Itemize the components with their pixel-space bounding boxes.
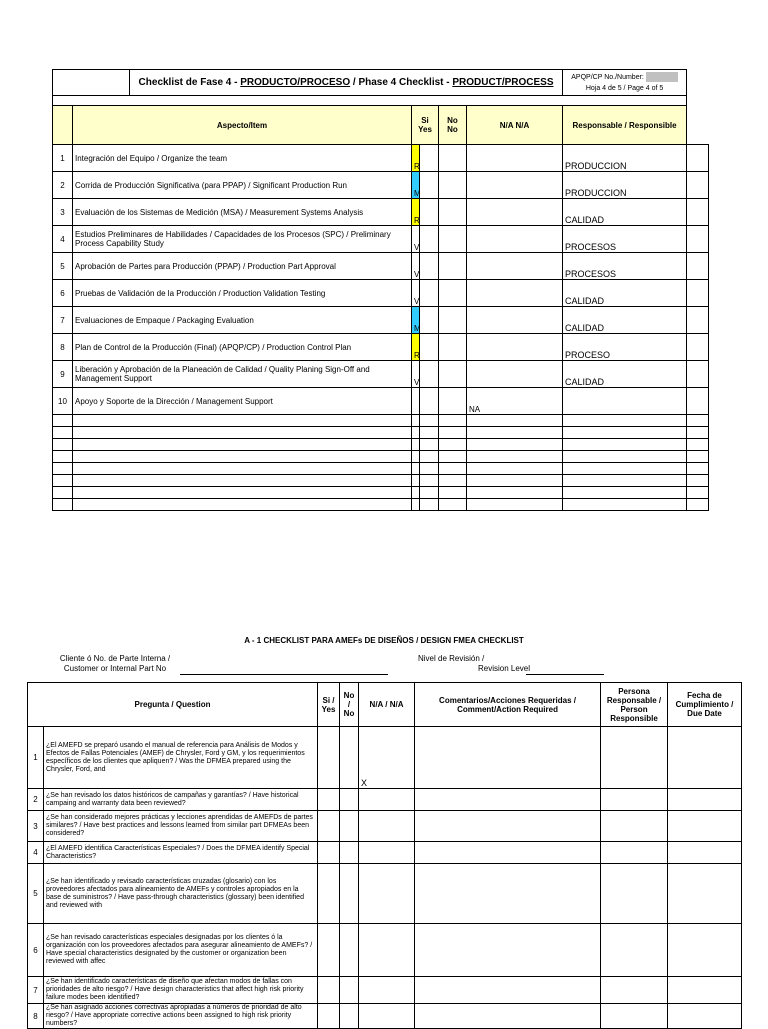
customer-part-label: Cliente ó No. de Parte Interna / Customer or Internal Part No [59, 654, 171, 673]
empty-row [53, 427, 709, 439]
row-na[interactable] [467, 280, 563, 307]
row-responsible[interactable]: CALIDAD [563, 199, 687, 226]
row-no[interactable] [439, 172, 467, 199]
row-responsible[interactable]: PRODUCCION [563, 172, 687, 199]
answer-na[interactable] [359, 977, 415, 1004]
checklist-row [53, 280, 709, 307]
row-number: 3 [53, 199, 73, 226]
answer-no[interactable] [340, 727, 359, 789]
row-no[interactable] [439, 226, 467, 253]
question-number: 7 [28, 977, 44, 1004]
spacer-row [53, 96, 687, 106]
answer-na[interactable]: X [359, 727, 415, 789]
row-yes[interactable]: R [412, 334, 420, 361]
row-yes[interactable] [412, 388, 420, 415]
revision-level-field[interactable] [526, 674, 604, 675]
due-date-cell[interactable] [668, 842, 742, 864]
person-cell[interactable] [601, 1004, 668, 1029]
row-item: Liberación y Aprobación de la Planeación de Calidad / Quality Planing Sign-Off and Management Support [73, 361, 412, 388]
comment-cell[interactable] [415, 864, 601, 924]
question-text: ¿Se han identificado y revisado características cruzadas (glosario) con los proveedores afectados para alineamiento de AMEFs y controles apropiados en la base de suministros? / Have pass-through characteristics (glossary) been identified and reviewed with [44, 864, 318, 924]
row-no[interactable] [439, 307, 467, 334]
comment-cell[interactable] [415, 977, 601, 1004]
row-responsible[interactable]: PRODUCCION [563, 145, 687, 172]
row-yes[interactable]: R [412, 199, 420, 226]
person-cell[interactable] [601, 727, 668, 789]
comment-cell[interactable] [415, 1004, 601, 1029]
comment-cell[interactable] [415, 727, 601, 789]
col-no-header: No No [439, 106, 467, 145]
row-notes[interactable] [687, 280, 709, 307]
row-spacer [420, 361, 439, 388]
col-resp-header: Responsable / Responsible [563, 106, 687, 145]
empty-row [53, 439, 709, 451]
question-row [28, 842, 742, 864]
due-date-cell[interactable] [668, 1004, 742, 1029]
person-cell[interactable] [601, 811, 668, 842]
row-spacer [420, 145, 439, 172]
empty-row [53, 451, 709, 463]
person-cell[interactable] [601, 842, 668, 864]
checklist-row [53, 388, 709, 415]
question-text: ¿Se han asignado acciones correctivas apropiadas a números de prioridad de alto riesgo? / Have appropriate corrective actions been assigned to high risk priority numbers? [44, 1004, 318, 1029]
question-row [28, 1004, 742, 1029]
comment-cell[interactable] [415, 842, 601, 864]
checklist-row [53, 307, 709, 334]
due-date-cell[interactable] [668, 727, 742, 789]
question-row [28, 727, 742, 789]
row-notes[interactable] [687, 388, 709, 415]
col-yes-header-2: Si / Yes [318, 683, 340, 727]
row-number: 4 [53, 226, 73, 253]
row-item: Pruebas de Validación de la Producción / Production Validation Testing [73, 280, 412, 307]
answer-na[interactable] [359, 1004, 415, 1029]
due-date-cell[interactable] [668, 977, 742, 1004]
question-text: ¿Se han considerado mejores prácticas y lecciones aprendidas de AMEFDs de partes similares? / Have best practices and lessons learned from similar part DFMEAs been considered? [44, 811, 318, 842]
row-no[interactable] [439, 145, 467, 172]
row-na[interactable] [467, 199, 563, 226]
dfmea-checklist-table [27, 682, 742, 1029]
row-no[interactable] [439, 253, 467, 280]
row-na[interactable] [467, 226, 563, 253]
answer-no[interactable] [340, 811, 359, 842]
col-comments-header: Comentarios/Acciones Requeridas / Comment/Action Required [415, 683, 601, 727]
row-item: Plan de Control de la Producción (Final) (APQP/CP) / Production Control Plan [73, 334, 412, 361]
phase4-checklist-table [52, 69, 709, 511]
row-responsible[interactable]: PROCESOS [563, 253, 687, 280]
comment-cell[interactable] [415, 811, 601, 842]
row-number: 6 [53, 280, 73, 307]
row-na[interactable] [467, 253, 563, 280]
header-blank [53, 70, 130, 96]
row-yes[interactable]: M [412, 307, 420, 334]
answer-na[interactable] [359, 864, 415, 924]
row-yes[interactable]: V [412, 280, 420, 307]
answer-na[interactable] [359, 811, 415, 842]
row-item: Estudios Preliminares de Habilidades / Capacidades de los Procesos (SPC) / Preliminary Process Capability Study [73, 226, 412, 253]
checklist-row [53, 199, 709, 226]
row-notes[interactable] [687, 307, 709, 334]
question-text: ¿Se han revisado los datos históricos de campañas y garantías? / Have historical campaing and warranty data been reviewed? [44, 789, 318, 811]
row-item: Integración del Equipo / Organize the team [73, 145, 412, 172]
answer-na[interactable] [359, 842, 415, 864]
row-responsible[interactable]: PROCESO [563, 334, 687, 361]
row-notes[interactable] [687, 334, 709, 361]
row-spacer [420, 172, 439, 199]
col-num-header [53, 106, 73, 145]
due-date-cell[interactable] [668, 811, 742, 842]
question-text: ¿El AMEFD se preparó usando el manual de referencia para Análisis de Modos y Efectos de Fallas Potenciales (AMEF) de Chrysler, Ford y GM, y los requerimientos específicos de los clientes que apliquen? / Was the DFMEA prepared using the Chrysler, Ford, and [44, 727, 318, 789]
answer-yes[interactable] [318, 789, 340, 811]
question-row [28, 864, 742, 924]
question-number: 5 [28, 864, 44, 924]
row-yes[interactable]: V [412, 253, 420, 280]
question-row [28, 977, 742, 1004]
empty-row [53, 499, 709, 511]
checklist-row [53, 361, 709, 388]
question-row [28, 924, 742, 977]
checklist-row [53, 226, 709, 253]
answer-yes[interactable] [318, 864, 340, 924]
question-row [28, 811, 742, 842]
row-na[interactable] [467, 145, 563, 172]
answer-yes[interactable] [318, 811, 340, 842]
question-text: ¿Se han revisado características especiales designadas por los clientes ó la organización con los proveedores afectados para asegurar alineamiento de AMEFs? / Have special characteristics designated by the customer or organization been reviewed with affec [44, 924, 318, 977]
person-cell[interactable] [601, 789, 668, 811]
row-notes[interactable] [687, 145, 709, 172]
empty-row [53, 487, 709, 499]
row-number: 7 [53, 307, 73, 334]
row-item: Evaluaciones de Empaque / Packaging Evaluation [73, 307, 412, 334]
row-number: 1 [53, 145, 73, 172]
col-question-header: Pregunta / Question [28, 683, 318, 727]
dfmea-title: A - 1 CHECKLIST PARA AMEFs DE DISEÑOS / DESIGN FMEA CHECKLIST [244, 636, 524, 645]
row-item: Aprobación de Partes para Producción (PPAP) / Production Part Approval [73, 253, 412, 280]
answer-no[interactable] [340, 924, 359, 977]
answer-yes[interactable] [318, 1004, 340, 1029]
row-notes[interactable] [687, 253, 709, 280]
due-date-cell[interactable] [668, 864, 742, 924]
row-item: Corrida de Producción Significativa (para PPAP) / Significant Production Run [73, 172, 412, 199]
row-responsible[interactable]: CALIDAD [563, 361, 687, 388]
row-number: 5 [53, 253, 73, 280]
answer-yes[interactable] [318, 924, 340, 977]
row-number: 2 [53, 172, 73, 199]
customer-part-field[interactable] [180, 674, 388, 675]
empty-row [53, 475, 709, 487]
question-number: 8 [28, 1004, 44, 1029]
comment-cell[interactable] [415, 924, 601, 977]
row-item: Evaluación de los Sistemas de Medición (MSA) / Measurement Systems Analysis [73, 199, 412, 226]
person-cell[interactable] [601, 924, 668, 977]
row-number: 9 [53, 361, 73, 388]
comment-cell[interactable] [415, 789, 601, 811]
row-notes[interactable] [687, 172, 709, 199]
row-na[interactable] [467, 334, 563, 361]
answer-na[interactable] [359, 789, 415, 811]
answer-na[interactable] [359, 924, 415, 977]
answer-no[interactable] [340, 789, 359, 811]
empty-row [53, 463, 709, 475]
question-number: 6 [28, 924, 44, 977]
col-no-header-2: No / No [340, 683, 359, 727]
row-yes[interactable]: V [412, 361, 420, 388]
row-yes[interactable]: R [412, 145, 420, 172]
row-notes[interactable] [687, 361, 709, 388]
answer-no[interactable] [340, 864, 359, 924]
page-indicator: Hoja 4 de 5 / Page 4 of 5 [585, 84, 664, 92]
checklist-row [53, 334, 709, 361]
row-responsible[interactable]: CALIDAD [563, 307, 687, 334]
answer-yes[interactable] [318, 842, 340, 864]
due-date-cell[interactable] [668, 789, 742, 811]
due-date-cell[interactable] [668, 924, 742, 977]
row-spacer [420, 226, 439, 253]
row-responsible[interactable]: CALIDAD [563, 280, 687, 307]
col-na-header-2: N/A / N/A [359, 683, 415, 727]
row-no[interactable] [439, 199, 467, 226]
col-na-header: N/A N/A [467, 106, 563, 145]
row-spacer [420, 280, 439, 307]
checklist-row [53, 145, 709, 172]
question-number: 1 [28, 727, 44, 789]
revision-level-label: Nivel de Revisión / Revision Level [418, 654, 530, 673]
row-spacer [420, 199, 439, 226]
question-text: ¿Se han identificado características de diseño que afectan modos de fallas con prioridades de alto riesgo? / Have design characteristics that affect high risk priority failure modes been identified? [44, 977, 318, 1004]
person-cell[interactable] [601, 977, 668, 1004]
question-number: 4 [28, 842, 44, 864]
checklist-row [53, 172, 709, 199]
row-number: 10 [53, 388, 73, 415]
row-responsible[interactable]: PROCESOS [563, 226, 687, 253]
phase4-title: Checklist de Fase 4 - PRODUCTO/PROCESO / Phase 4 Checklist - PRODUCT/PROCESS [130, 70, 563, 96]
empty-row [53, 415, 709, 427]
row-na[interactable] [467, 172, 563, 199]
question-row [28, 789, 742, 811]
question-number: 3 [28, 811, 44, 842]
person-cell[interactable] [601, 864, 668, 924]
row-no[interactable] [439, 361, 467, 388]
row-no[interactable] [439, 388, 467, 415]
checklist-row [53, 253, 709, 280]
row-spacer [420, 388, 439, 415]
question-number: 2 [28, 789, 44, 811]
row-number: 8 [53, 334, 73, 361]
answer-yes[interactable] [318, 977, 340, 1004]
answer-yes[interactable] [318, 727, 340, 789]
answer-no[interactable] [340, 1004, 359, 1029]
row-na[interactable] [467, 307, 563, 334]
row-no[interactable] [439, 334, 467, 361]
row-responsible[interactable] [563, 388, 687, 415]
col-item-header: Aspecto/Item [73, 106, 412, 145]
apqp-number-cell: APQP/CP No./Number: Hoja 4 de 5 / Page 4 of 5 [563, 70, 687, 96]
col-yes-header: Si Yes [412, 106, 439, 145]
row-spacer [420, 334, 439, 361]
question-text: ¿El AMEFD identifica Características Especiales? / Does the DFMEA identify Special Characteristics? [44, 842, 318, 864]
row-notes[interactable] [687, 226, 709, 253]
apqp-number-field[interactable] [646, 72, 678, 82]
row-na[interactable]: NA [467, 388, 563, 415]
row-spacer [420, 253, 439, 280]
row-na[interactable] [467, 361, 563, 388]
answer-no[interactable] [340, 842, 359, 864]
row-yes[interactable]: V [412, 226, 420, 253]
col-person-header: Persona Responsable / Person Responsible [601, 683, 668, 727]
answer-no[interactable] [340, 977, 359, 1004]
col-due-header: Fecha de Cumplimiento / Due Date [668, 683, 742, 727]
row-no[interactable] [439, 280, 467, 307]
row-spacer [420, 307, 439, 334]
row-notes[interactable] [687, 199, 709, 226]
row-item: Apoyo y Soporte de la Dirección / Management Support [73, 388, 412, 415]
row-yes[interactable]: M [412, 172, 420, 199]
